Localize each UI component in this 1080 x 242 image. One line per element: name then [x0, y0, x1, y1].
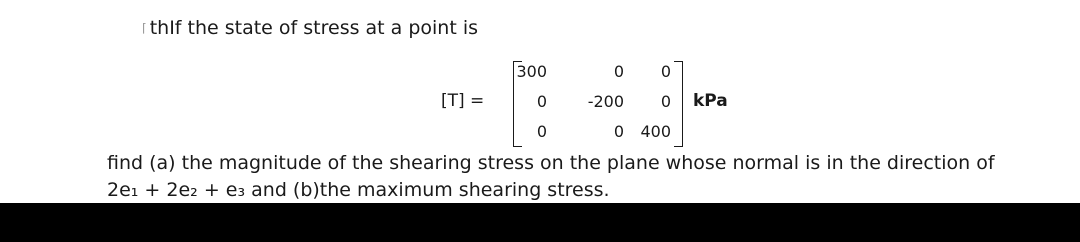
unit-label: kPa [693, 91, 728, 111]
matrix-cell: 400 [640, 122, 671, 141]
matrix-cell: -200 [587, 92, 624, 111]
intro-prefix: th [149, 17, 170, 39]
matrix-cell: 300 [516, 62, 547, 81]
matrix-cell: 0 [660, 62, 671, 81]
matrix-right-bracket [674, 61, 683, 147]
matrix-cell: 0 [660, 92, 671, 111]
equation-lhs: [T] = [441, 91, 485, 111]
problem-question-line1: find (a) the magnitude of the shearing stress on the plane whose normal is in the direction of [107, 152, 995, 174]
problem-intro [142, 15, 478, 41]
matrix-cell: 0 [613, 62, 624, 81]
matrix-cell: 0 [613, 122, 624, 141]
matrix-cell: 0 [536, 92, 547, 111]
matrix-cell: 0 [536, 122, 547, 141]
problem-question-line2: 2e₁ + 2e₂ + e₃ and (b)the maximum shearing stress. [107, 179, 610, 201]
corner-mark: ⌈ [142, 21, 147, 35]
stress-matrix [513, 61, 683, 147]
intro-text: If the state of stress at a point is [169, 17, 479, 39]
